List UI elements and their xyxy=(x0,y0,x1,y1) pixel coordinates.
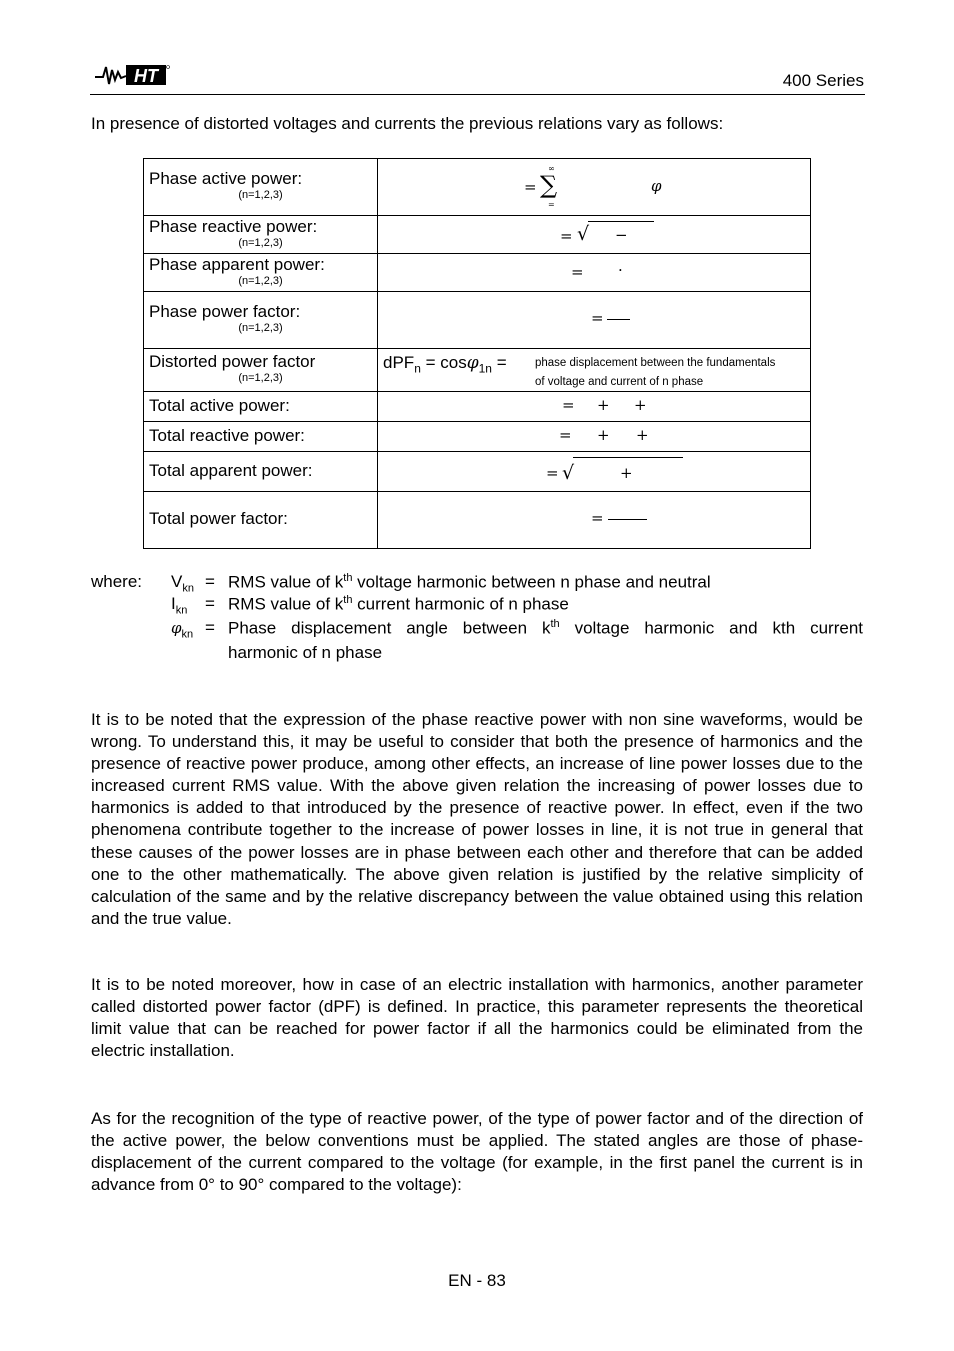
plus-sign: + xyxy=(597,396,610,414)
row-label: Phase active power: xyxy=(149,169,303,188)
ht-logo-wave xyxy=(95,67,126,84)
symbol-subscript: kn xyxy=(181,628,194,641)
symbol-subscript: kn xyxy=(175,604,188,617)
formula-cell xyxy=(378,452,811,492)
sigma-symbol: ∑ xyxy=(540,171,558,199)
row-phase-apparent-power xyxy=(144,254,811,292)
definition-superscript: th xyxy=(550,618,560,630)
formula-cell xyxy=(378,292,811,349)
formula-cell xyxy=(378,492,811,549)
phi-symbol: φ xyxy=(466,353,479,373)
formula-cell xyxy=(378,254,811,292)
formula-equals: = xyxy=(591,309,604,327)
row-label: Total active power: xyxy=(149,396,290,415)
row-phase-reactive-power xyxy=(144,216,811,254)
row-label: Total reactive power: xyxy=(149,426,305,445)
definition-phikn xyxy=(228,618,863,639)
definition-text: RMS value of k xyxy=(228,594,344,614)
formula-equals: = xyxy=(546,464,559,482)
formula-cell xyxy=(378,392,811,422)
intro-text: In presence of distorted voltages and currents the previous relations vary as follows: xyxy=(91,114,724,133)
plus-sign: + xyxy=(597,426,610,444)
definition-equals: = xyxy=(205,572,215,591)
formula-equals: = xyxy=(562,396,575,414)
row-label-cell xyxy=(144,392,378,422)
dpf-formula xyxy=(383,353,507,375)
formula-equals: = xyxy=(591,509,604,527)
ht-logo-graphic xyxy=(93,62,171,88)
dpf-note-line2: of voltage and current of n phase xyxy=(535,376,704,388)
paragraph-dpf-note: It is to be noted moreover, how in case of an electric installation with harmonics, another parameter called distorted power factor (dPF) is defined. In practice, this parameter represents the theoretical limit value that can be reached for power factor if all the harmonics could be eliminated from the electric installation. xyxy=(91,975,863,1061)
row-label: Total apparent power: xyxy=(149,461,313,480)
row-label-cell xyxy=(144,254,378,292)
definition-text: Phase displacement angle between k xyxy=(228,618,551,638)
symbol-ikn xyxy=(171,594,187,616)
row-label-cell xyxy=(144,452,378,492)
row-label-cell xyxy=(144,216,378,254)
plus-sign: + xyxy=(634,396,647,414)
row-label-cell xyxy=(144,492,378,549)
symbol-letter: φ xyxy=(171,619,182,637)
symbol-letter: V xyxy=(171,572,183,591)
ht-logo xyxy=(93,62,171,88)
sqrt-symbol: √ xyxy=(577,223,590,245)
formula-cell xyxy=(378,216,811,254)
formula-equals: = xyxy=(571,263,584,281)
row-label: Total power factor: xyxy=(149,509,288,528)
paragraph-reactive-power-note: It is to be noted that the expression of the phase reactive power with non sine waveforms, would be wrong. To understand this, it may be useful to consider that both the presence of harmonics and the presence of reactive power produce, among other effects, an increase of line power losses due to the increased current RMS value. With the above given relation the increasing of power losses due to harmonics is added to that introduced by the presence of reactive power. In effect, even if the two phenomena contribute together to the increase of power losses in line, it is not true in general that these causes of the power losses are in phase between each other and therefore that can be added one to the other mathematically. The above given relation is justified by the relative simplicity of calculation of the same and by the relative discrepancy between the value obtained using this relation and the true value. xyxy=(91,710,863,928)
symbol-subscript: kn xyxy=(182,582,194,595)
symbol-letter: I xyxy=(171,594,176,613)
sqrt-bar xyxy=(588,221,654,222)
formula-equals: = xyxy=(559,426,572,444)
sigma-lower-limit: = xyxy=(548,200,555,209)
definition-vkn xyxy=(228,572,711,593)
multiply-dot: · xyxy=(618,261,623,279)
paragraph-conventions: As for the recognition of the type of reactive power, of the type of power factor and of the direction of the active power, the below conventions must be applied. The stated angles are those of phase-displacement of the current compared to the voltage (for example, in the first panel the current is in advance from 0° to 90° compared to the voltage): xyxy=(91,1109,863,1195)
definition-text: RMS value of k xyxy=(228,572,344,592)
page-number: EN - 83 xyxy=(448,1271,506,1290)
definition-text: voltage harmonic and kth current xyxy=(559,618,863,638)
series-title: 400 Series xyxy=(782,71,864,90)
row-total-active-power xyxy=(144,392,811,422)
ht-logo-text: HT xyxy=(134,66,158,86)
symbol-phikn xyxy=(171,618,193,640)
phi-subscript: 1n xyxy=(478,361,492,376)
row-label: Phase reactive power: xyxy=(149,217,318,236)
definition-text: voltage harmonic between n phase and neutral xyxy=(352,572,711,592)
definition-ikn xyxy=(228,594,569,615)
row-distorted-power-factor xyxy=(144,349,811,392)
minus-sign: − xyxy=(615,226,628,244)
definition-phikn-continued: harmonic of n phase xyxy=(228,643,383,662)
dpf-subscript: n xyxy=(414,361,421,376)
row-sublabel: (n=1,2,3) xyxy=(238,237,283,249)
row-total-apparent-power xyxy=(144,452,811,492)
row-label-cell xyxy=(144,159,378,216)
dpf-equals: = xyxy=(491,353,507,372)
formula-cell xyxy=(378,159,811,216)
definition-superscript: th xyxy=(343,572,353,584)
dpf-note-line1: phase displacement between the fundamentals xyxy=(535,357,776,369)
sigma-upper-limit: ∞ xyxy=(548,164,555,173)
plus-sign: + xyxy=(620,464,633,482)
header-divider xyxy=(90,94,865,95)
formula-equals: = xyxy=(524,178,537,196)
definition-equals: = xyxy=(205,594,215,613)
definition-text: current harmonic of n phase xyxy=(352,594,569,614)
power-formula-table xyxy=(143,158,811,549)
where-label: where: xyxy=(91,572,143,591)
row-label: Phase power factor: xyxy=(149,302,301,321)
row-label: Phase apparent power: xyxy=(149,255,325,274)
row-phase-active-power xyxy=(144,159,811,216)
symbol-vkn xyxy=(171,572,194,594)
sqrt-bar xyxy=(573,457,683,458)
row-total-reactive-power xyxy=(144,422,811,452)
row-total-power-factor xyxy=(144,492,811,549)
fraction-bar xyxy=(608,519,647,520)
row-label: Distorted power factor xyxy=(149,352,316,371)
row-label-cell xyxy=(144,349,378,392)
row-sublabel: (n=1,2,3) xyxy=(238,372,283,384)
plus-sign: + xyxy=(636,426,649,444)
formula-cell xyxy=(378,349,811,392)
row-sublabel: (n=1,2,3) xyxy=(238,322,283,334)
row-label-cell xyxy=(144,422,378,452)
formula-cell xyxy=(378,422,811,452)
fraction-bar xyxy=(607,319,630,320)
formula-equals: = xyxy=(560,227,573,245)
row-phase-power-factor xyxy=(144,292,811,349)
dpf-cos: = cos xyxy=(420,353,467,372)
registered-icon xyxy=(167,66,170,69)
row-sublabel: (n=1,2,3) xyxy=(238,189,283,201)
sqrt-symbol: √ xyxy=(562,462,575,484)
phi-symbol: φ xyxy=(651,177,662,195)
row-sublabel: (n=1,2,3) xyxy=(238,275,283,287)
dpf-symbol: dPF xyxy=(383,353,415,372)
definition-equals: = xyxy=(205,618,215,637)
definition-superscript: th xyxy=(343,594,353,606)
row-label-cell xyxy=(144,292,378,349)
